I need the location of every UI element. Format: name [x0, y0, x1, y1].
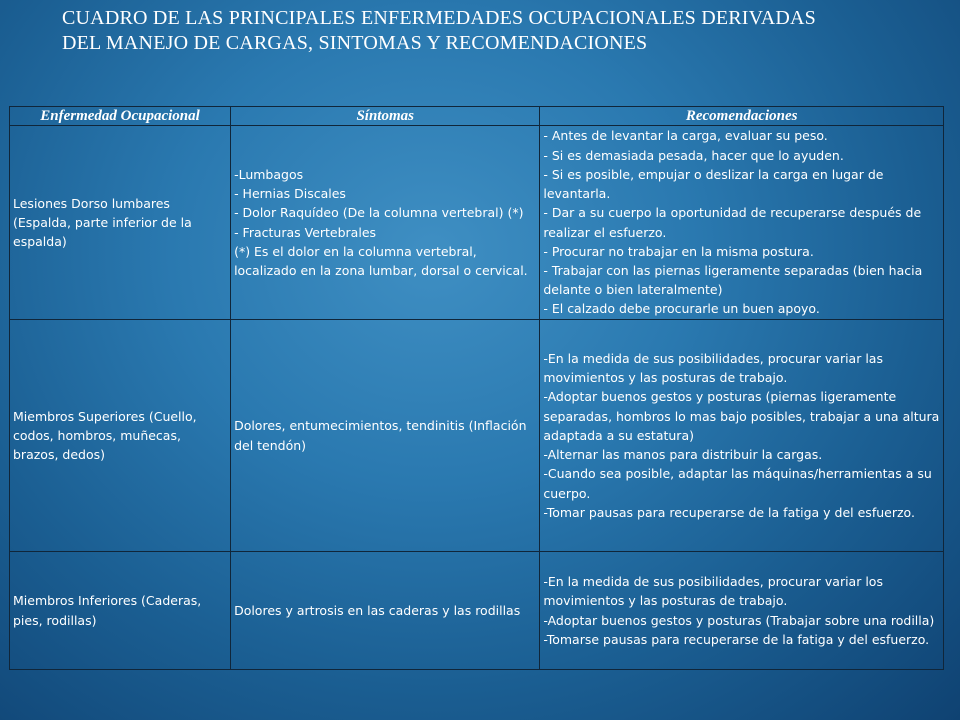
recommendations-cell: [540, 320, 944, 552]
diseases-table: [9, 106, 944, 670]
symptom-line: Dolores y artrosis en las caderas y las rodillas: [234, 602, 521, 618]
header-disease: Enfermedad Ocupacional: [10, 107, 231, 126]
recommendations-cell: [540, 126, 944, 320]
recommendations-cell: [540, 552, 944, 670]
recommendation-line: - Si es demasiada pesada, hacer que lo ayuden.: [543, 147, 844, 163]
recommendation-line: - El calzado debe procurarle un buen apoyo.: [543, 301, 820, 317]
table-header-row: [10, 107, 944, 126]
recommendation-line: - Procurar no trabajar en la misma postura.: [543, 243, 814, 259]
symptom-line: - Dolor Raquídeo (De la columna vertebral) (*): [234, 205, 524, 221]
recommendation-line: -Alternar las manos para distribuir la cargas.: [543, 447, 823, 463]
disease-cell: Miembros Inferiores (Caderas, pies, rodillas): [10, 552, 231, 670]
header-symptoms: Síntomas: [231, 107, 540, 126]
recommendation-line: - Si es posible, empujar o deslizar la carga en lugar de levantarla.: [543, 166, 884, 202]
symptoms-cell: [231, 552, 540, 670]
recommendation-line: - Trabajar con las piernas ligeramente separadas (bien hacia delante o bien lateralmente): [543, 262, 923, 298]
table-row: [10, 126, 944, 320]
symptom-note: (*) Es el dolor en la columna vertebral, localizado en la zona lumbar, dorsal o cervical.: [234, 243, 528, 278]
recommendation-line: - Antes de levantar la carga, evaluar su peso.: [543, 128, 828, 144]
symptoms-cell: [231, 320, 540, 552]
title-line-2: DEL MANEJO DE CARGAS, SINTOMAS Y RECOMENDACIONES: [62, 32, 648, 54]
symptoms-cell: [231, 126, 540, 320]
table-row: [10, 552, 944, 670]
disease-cell: Miembros Superiores (Cuello, codos, hombros, muñecas, brazos, dedos): [10, 320, 231, 552]
recommendation-line: -Tomarse pausas para recuperarse de la fatiga y del esfuerzo.: [543, 631, 930, 647]
recommendation-line: -Adoptar buenos gestos y posturas (Trabajar sobre una rodilla): [543, 612, 935, 628]
symptom-line: Dolores, entumecimientos, tendinitis (Inflación del tendón): [234, 418, 527, 453]
page-title: [62, 6, 922, 56]
symptom-line: - Hernias Discales: [234, 186, 346, 202]
recommendation-line: -Adoptar buenos gestos y posturas (piernas ligeramente separadas, hombros lo mas bajo posibles, trabajar a una altura adaptada a su estatura): [543, 389, 940, 443]
symptom-line: -Lumbagos: [234, 166, 304, 182]
title-line-1: CUADRO DE LAS PRINCIPALES ENFERMEDADES OCUPACIONALES DERIVADAS: [62, 7, 816, 29]
recommendation-line: -Tomar pausas para recuperarse de la fatiga y del esfuerzo.: [543, 504, 915, 520]
recommendation-line: -En la medida de sus posibilidades, procurar variar las movimientos y las posturas de trabajo.: [543, 351, 883, 386]
symptom-line: - Fracturas Vertebrales: [234, 224, 377, 240]
table-row: [10, 320, 944, 552]
recommendation-line: - Dar a su cuerpo la oportunidad de recuperarse después de realizar el esfuerzo.: [543, 205, 922, 240]
header-recommendations: Recomendaciones: [540, 107, 944, 126]
recommendation-line: -En la medida de sus posibilidades, procurar variar los movimientos y las posturas de trabajo.: [543, 574, 883, 609]
disease-cell: Lesiones Dorso lumbares (Espalda, parte inferior de la espalda): [10, 126, 231, 320]
recommendation-line: -Cuando sea posible, adaptar las máquinas/herramientas a su cuerpo.: [543, 466, 932, 501]
